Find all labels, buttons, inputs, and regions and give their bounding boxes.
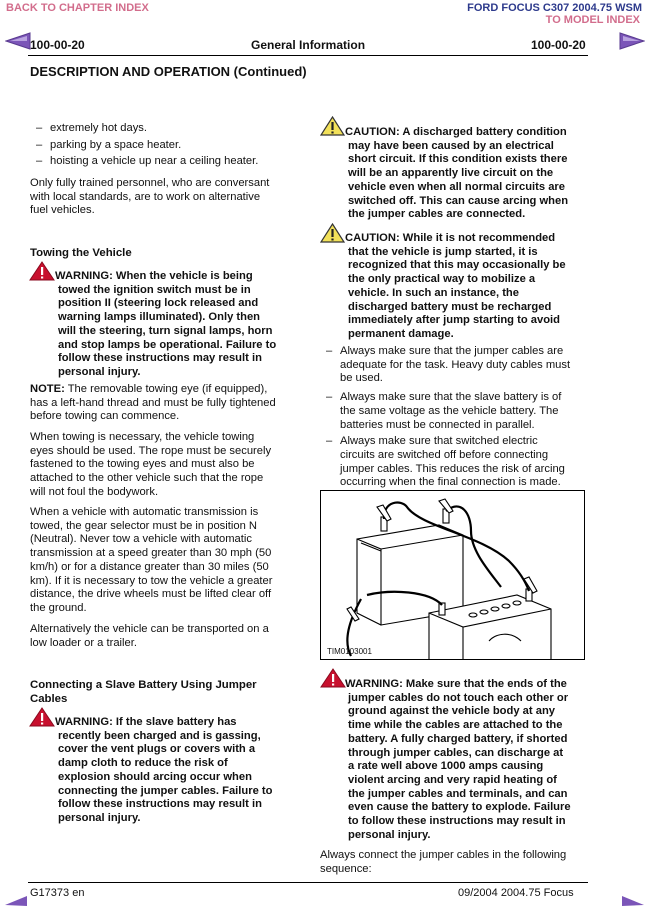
towing-paragraph: When towing is necessary, the vehicle towing eyes should be used. The rope must be securely fastened to the towing eyes and must also be attached to the other vehicle such that the rope will not foul the bodywork. [30, 431, 272, 498]
towing-warning: WARNING: When the vehicle is being towed the ignition switch must be in position II (steering lock released and warning lamps illuminated). Only then will the steering, turn signal lamps, horn and stop lamps be operational. Failure to follow these instructions may result in personal injury. [55, 270, 277, 378]
bullet-text: hoisting a vehicle up near a ceiling heater. [50, 155, 259, 168]
list-item: – Always make sure that switched electric circuits are switched off before connecting jumper cables. This reduces the risk of arcing occurring when the final connection is made. [326, 435, 565, 489]
caution-jump-start: CAUTION: While it is not recommended that the vehicle is jump started, it is recognized that this may occasionally be the only practical way to mobilize a vehicle. In such an instance, the discharged battery must be recharged immediately after jump starting to avoid permanent damage. [345, 232, 566, 340]
alternative-transport-paragraph: Alternatively the vehicle can be transported on a low loader or a trailer. [30, 623, 269, 649]
jumper-cable-figure [320, 490, 585, 660]
warning-icon [29, 707, 55, 732]
header-title: General Information [251, 38, 366, 52]
jumper-cable-bullets [326, 345, 601, 490]
list-item: – extremely hot days. [36, 122, 148, 134]
triangle-right-icon[interactable] [621, 893, 645, 911]
back-to-chapter-index-link[interactable]: BACK TO CHAPTER INDEX [6, 2, 149, 14]
triangle-right-icon[interactable] [619, 32, 645, 55]
personnel-paragraph: Only fully trained personnel, who are conversant with local standards, are to work on alternative fuel vehicles. [30, 177, 270, 217]
towing-heading: Towing the Vehicle [30, 247, 132, 259]
left-bullet-list [30, 122, 310, 172]
triangle-left-icon[interactable] [5, 32, 31, 55]
list-item: – Always make sure that the jumper cables are adequate for the task. Heavy duty cables must be used. [326, 345, 571, 385]
footer-document-id: G17373 en [30, 887, 85, 899]
to-model-index-link[interactable]: TO MODEL INDEX [545, 14, 640, 26]
page-title: DESCRIPTION AND OPERATION (Continued) [30, 64, 307, 79]
battery-illustration [321, 491, 584, 659]
towing-eye-note: NOTE: The removable towing eye (if equipped), has a left-hand thread and must be fully tightened before towing can commence. [30, 383, 276, 423]
connection-sequence-paragraph: Always connect the jumper cables in the following sequence: [320, 849, 567, 875]
header-rule [28, 55, 588, 56]
slave-battery-heading: Connecting a Slave Battery Using Jumper Cables [30, 679, 257, 705]
caution-discharged-battery: CAUTION: A discharged battery condition may have been caused by an electrical short circuit. If this condition exists there will be an apparently live circuit on the vehicle even when all normal circuits are switched off. This can cause arcing when the jumper cables are connected. [345, 126, 569, 221]
header-section-number-left: 100-00-20 [30, 38, 85, 52]
list-item: – hoisting a vehicle up near a ceiling heater. [36, 155, 259, 168]
warning-icon [320, 668, 346, 693]
bullet-text: extremely hot days. [50, 122, 148, 134]
caution-icon [320, 116, 345, 141]
jumper-cable-ends-warning: WARNING: Make sure that the ends of the jumper cables do not touch each other or ground against the vehicle body at any time while the cables are attached to the battery. A fully charged battery, if shorted through jumper cables, can discharge at a rate well above 1000 amps causing violent arcing and very rapid heating of the jumper cables and terminals, and can even cause the battery to explode. Failure to follow these instructions may result in personal injury. [345, 678, 571, 841]
header-section-number-right: 100-00-20 [531, 38, 586, 52]
list-item: – parking by a space heater. [36, 138, 182, 151]
figure-label: TIM0103001 [327, 647, 372, 656]
automatic-transmission-paragraph: When a vehicle with automatic transmission is towed, the gear selector must be in position N (Neutral). Never tow a vehicle with automatic transmission at a speed greater than 30 mph (50 km/h) or for a distance greater than 30 miles (50 km). If it is necessary to tow the vehicle a greater distance, the drive wheels must be lifted clear off the ground. [30, 506, 273, 614]
footer-date-model: 09/2004 2004.75 Focus [458, 887, 574, 899]
list-item: – Always make sure that the slave battery is of the same voltage as the vehicle battery. The batteries must be connected in parallel. [326, 391, 562, 431]
note-label: NOTE: [30, 383, 65, 395]
slave-battery-warning: WARNING: If the slave battery has recently been charged and is gassing, cover the vent plugs or covers with a damp cloth to reduce the risk of explosion should arcing occur when connecting the jumper cables. Failure to follow these instructions may result in personal injury. [55, 716, 273, 824]
footer-rule [28, 882, 588, 883]
bullet-text: parking by a space heater. [50, 138, 182, 151]
caution-icon [320, 223, 345, 248]
triangle-left-icon[interactable] [4, 893, 28, 911]
warning-icon [29, 261, 55, 286]
manual-title: FORD FOCUS C307 2004.75 WSM [467, 2, 642, 14]
